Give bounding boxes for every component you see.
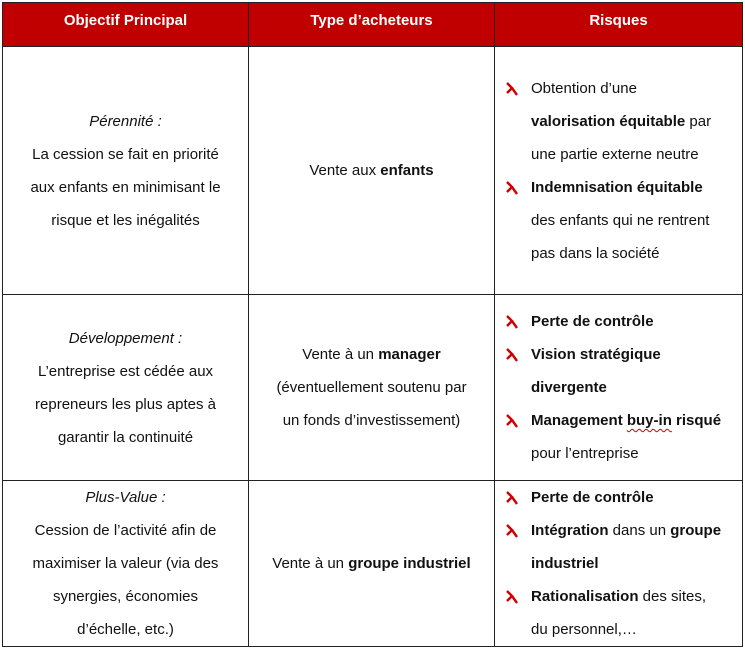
risk-line: des enfants qui ne rentrent	[531, 211, 710, 229]
table-row	[3, 295, 743, 481]
risk-item	[505, 404, 738, 470]
risk-line: une partie externe neutre	[531, 145, 699, 163]
header-risks: Risques	[495, 3, 743, 47]
risk-keyword: groupe	[670, 522, 722, 539]
risk-line: pour l’entreprise	[531, 445, 639, 462]
objective-line: d’échelle, etc.)	[77, 621, 174, 638]
header-row	[3, 3, 743, 47]
buyer-type-keyword: enfants	[380, 162, 434, 179]
red-chevron-x-icon	[505, 315, 519, 329]
risk-line: du personnel,…	[531, 621, 637, 638]
objective-cell	[3, 481, 249, 647]
buyer-type-line: Vente à un manager	[302, 346, 441, 363]
buyer-type-keyword: manager	[378, 346, 441, 363]
risk-line	[531, 338, 738, 371]
red-chevron-x-icon	[505, 590, 519, 604]
risk-keyword: industriel	[531, 555, 599, 572]
risk-line	[531, 404, 738, 437]
header-buyer-type: Type d’acheteurs	[249, 3, 495, 47]
risk-line: Obtention d’une	[531, 79, 637, 97]
risk-keyword: buy-in	[626, 412, 672, 429]
risk-line: pas dans la société	[531, 244, 660, 262]
objective-title: Pérennité :	[89, 112, 162, 130]
risk-keyword: Intégration	[531, 522, 609, 539]
objective-line: L’entreprise est cédée aux	[37, 362, 214, 380]
objective-title: Développement :	[68, 329, 183, 347]
risk-item	[505, 481, 738, 514]
objective-line: risque et les inégalités	[51, 211, 200, 229]
risk-line	[531, 547, 738, 580]
risk-keyword: Management	[531, 412, 627, 429]
risk-item	[505, 338, 738, 404]
risk-item	[505, 72, 738, 171]
risk-line: valorisation équitable par	[531, 112, 712, 130]
risk-list	[505, 72, 738, 270]
buyer-type-cell	[249, 295, 495, 481]
objective-cell	[3, 47, 249, 295]
objective-line: repreneurs les plus aptes à	[35, 395, 216, 413]
objective-title: Plus-Value :	[85, 489, 166, 506]
table-row	[3, 481, 743, 647]
red-chevron-x-icon	[505, 82, 519, 96]
risk-keyword: Perte de contrôle	[531, 489, 654, 506]
risk-keyword: Vision stratégique	[531, 346, 661, 363]
buyer-type-cell	[249, 47, 495, 295]
risk-item	[505, 580, 738, 646]
risk-line	[531, 371, 738, 404]
objective-line: Cession de l’activité afin de	[34, 522, 217, 539]
buyer-type-keyword: groupe industriel	[348, 555, 471, 572]
risk-keyword: divergente	[531, 379, 607, 396]
buyer-type-cell	[249, 481, 495, 647]
risk-keyword: risqué	[671, 412, 722, 429]
objective-line: garantir la continuité	[57, 428, 194, 446]
risk-line: Rationalisation des sites,	[531, 588, 707, 605]
red-chevron-x-icon	[505, 524, 519, 538]
risk-line	[531, 481, 738, 514]
objective-line: maximiser la valeur (via des	[32, 555, 219, 572]
risk-item	[505, 171, 738, 270]
risk-item	[505, 514, 738, 580]
risk-list	[505, 305, 738, 470]
risk-keyword: valorisation équitable	[531, 112, 686, 130]
objective-line: La cession se fait en priorité	[32, 145, 219, 163]
buyer-type-line: (éventuellement soutenu par	[276, 379, 467, 396]
header-objective: Objectif Principal	[3, 3, 249, 47]
buyer-type-line: Vente à un groupe industriel	[272, 555, 471, 572]
red-chevron-x-icon	[505, 348, 519, 362]
risk-line: Intégration dans un groupe	[531, 522, 722, 539]
risks-cell	[495, 47, 743, 295]
strategy-table	[2, 2, 743, 647]
objective-line: aux enfants en minimisant le	[30, 178, 221, 196]
risk-line	[531, 171, 738, 204]
risks-cell	[495, 481, 743, 647]
red-chevron-x-icon	[505, 491, 519, 505]
risks-cell	[495, 295, 743, 481]
buyer-type-line: Vente aux enfants	[309, 162, 434, 179]
risk-keyword: Perte de contrôle	[531, 313, 654, 330]
risk-keyword: Indemnisation équitable	[531, 178, 703, 196]
red-chevron-x-icon	[505, 414, 519, 428]
objective-cell	[3, 295, 249, 481]
risk-list	[505, 481, 738, 646]
buyer-type-line: un fonds d’investissement)	[282, 412, 461, 429]
red-chevron-x-icon	[505, 181, 519, 195]
risk-keyword: Rationalisation	[531, 588, 639, 605]
table-row	[3, 47, 743, 295]
objective-line: synergies, économies	[52, 588, 199, 605]
risk-item	[505, 305, 738, 338]
risk-line	[531, 305, 738, 338]
